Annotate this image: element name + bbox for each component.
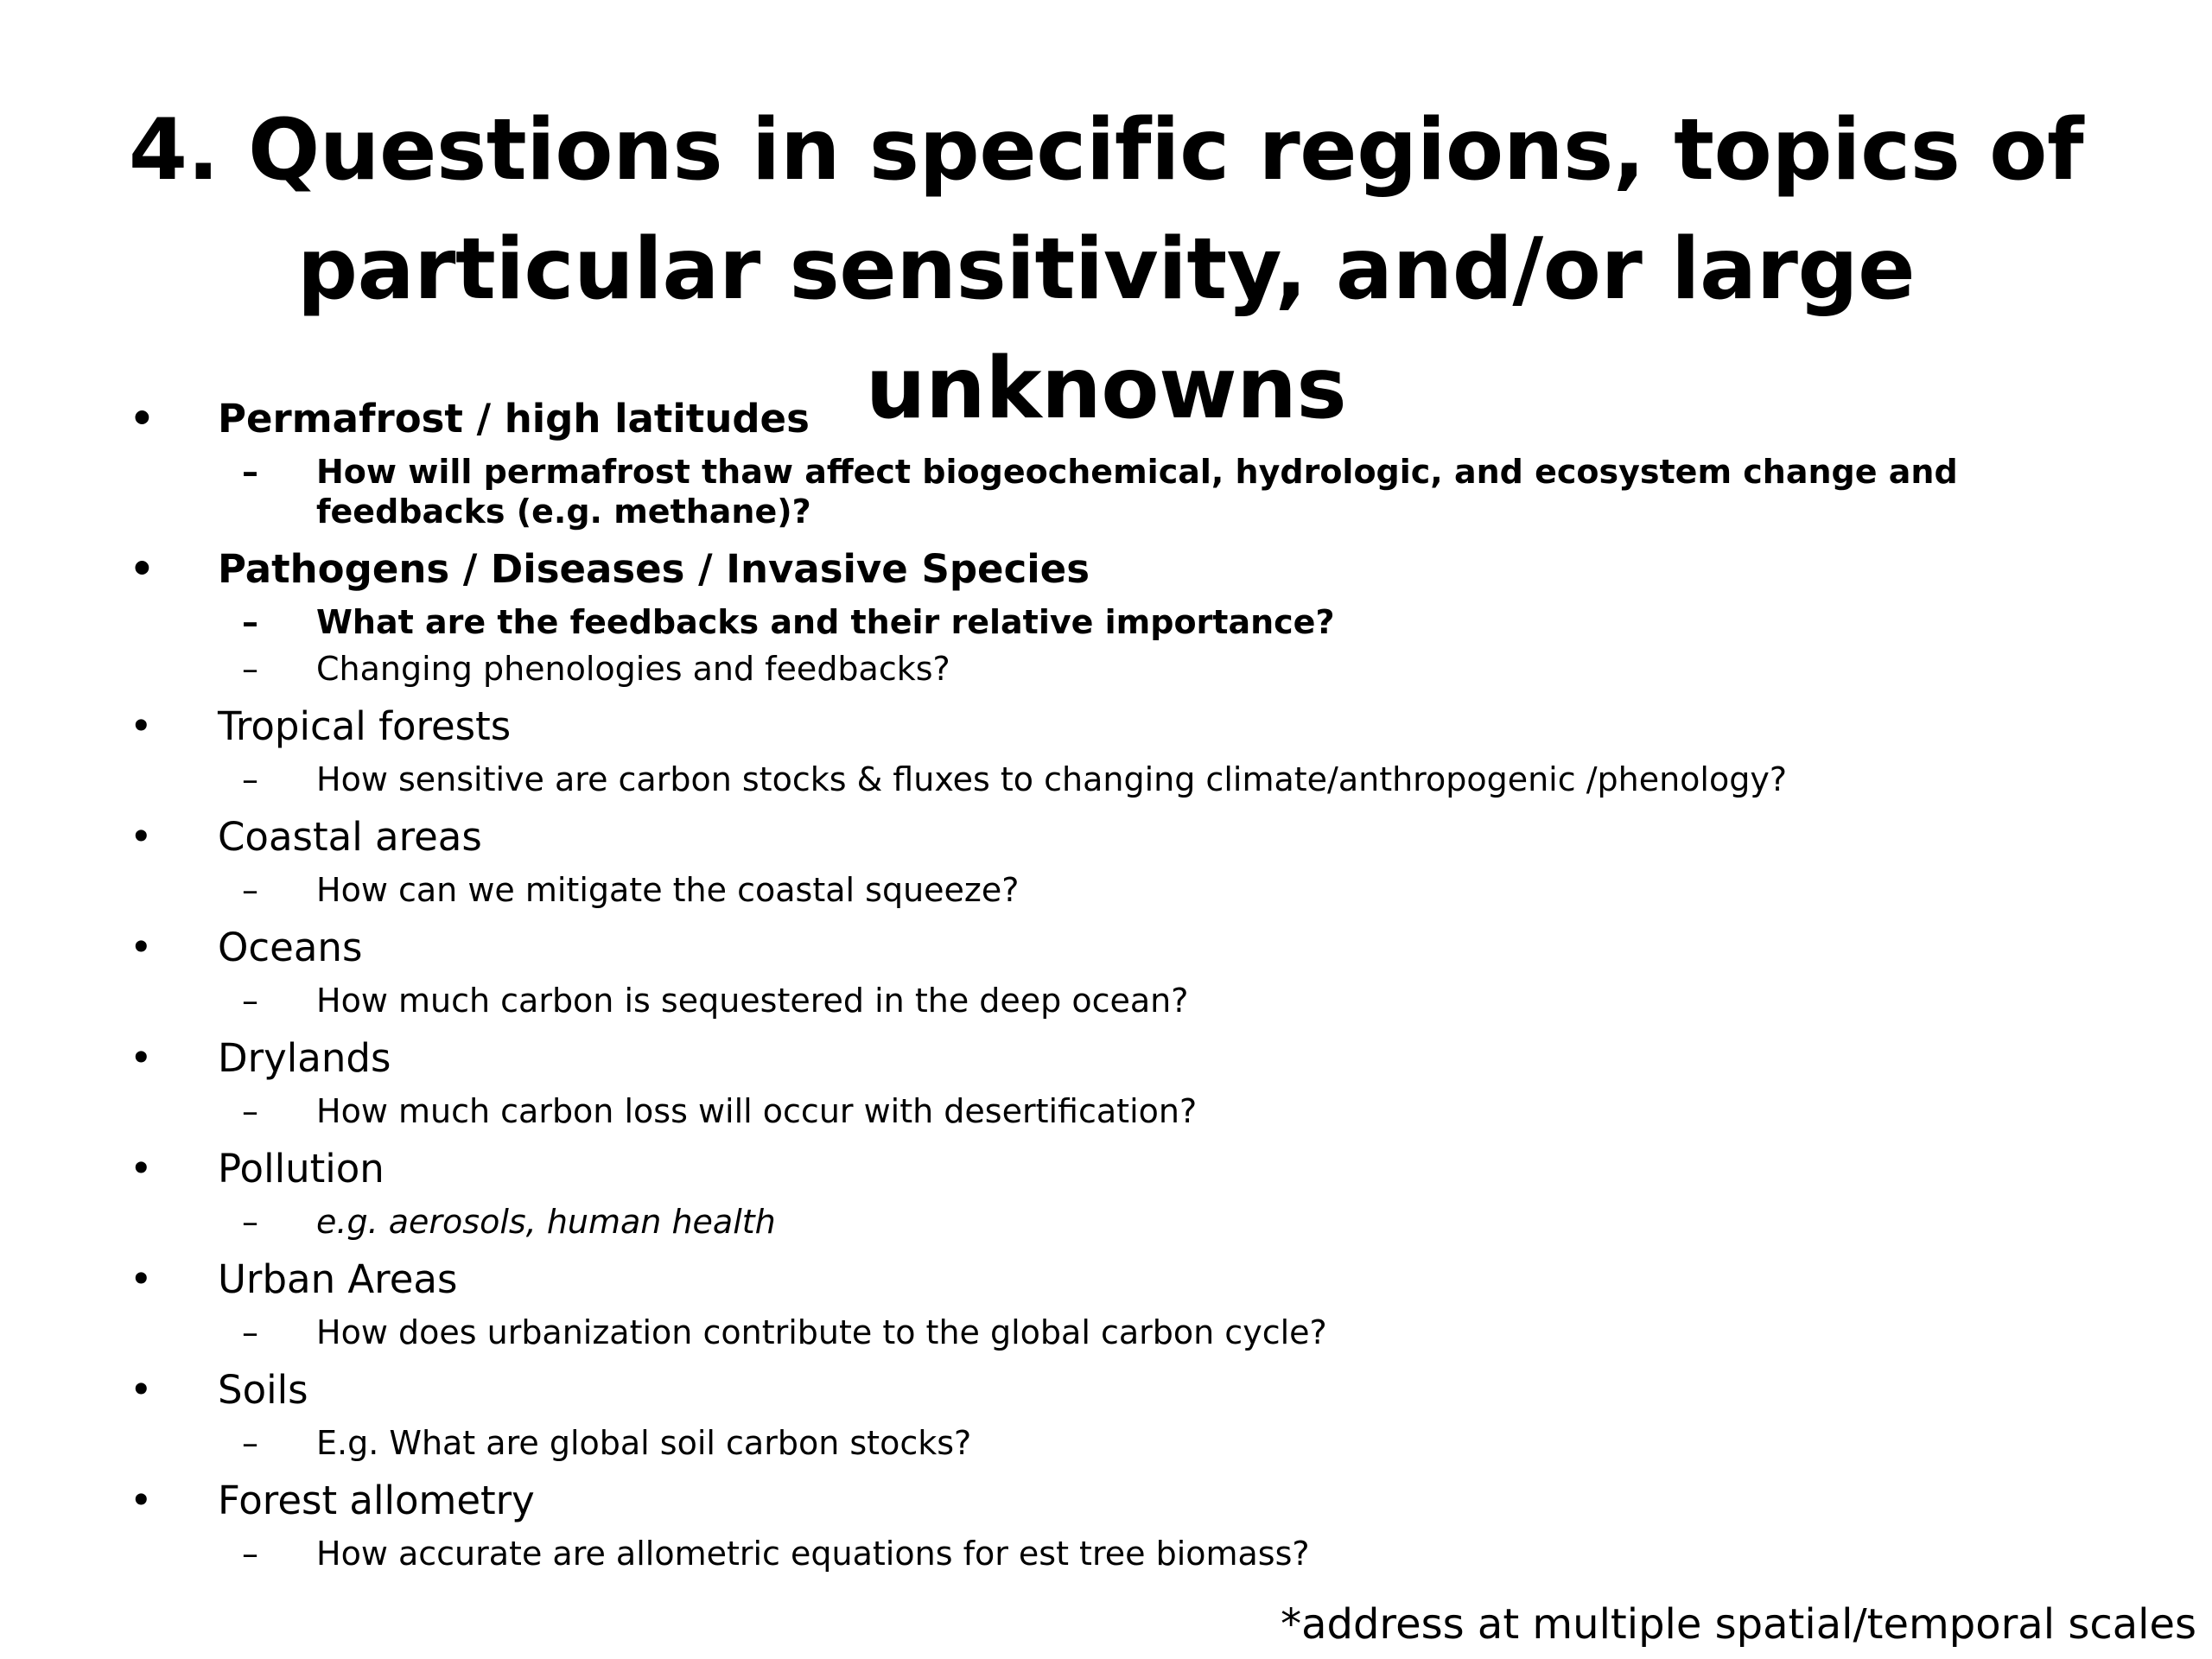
dash-icon: – xyxy=(242,1424,258,1462)
dash-icon: – xyxy=(242,760,258,798)
sub-item xyxy=(130,1423,2082,1463)
slide-title-line-1: 4. Questions in specific regions, topics of xyxy=(128,101,2084,200)
dash-icon: – xyxy=(242,1092,258,1130)
sub-item-text: e.g. aerosols, human health xyxy=(316,1203,776,1241)
sub-item-text: Changing phenologies and feedbacks? xyxy=(316,650,950,688)
bullet-icon: • xyxy=(130,925,153,970)
sub-item xyxy=(130,870,2082,910)
dash-icon: – xyxy=(242,453,258,491)
slide-title-line-2: particular sensitivity, and/or large unknowns xyxy=(296,220,1916,438)
bullet-item-pollution xyxy=(130,1143,2082,1195)
sub-item-text: How will permafrost thaw affect biogeochemical, hydrologic, and ecosystem change and feedbacks (e.g. methane)? xyxy=(316,453,1958,531)
bullet-icon: • xyxy=(130,1035,153,1081)
sub-item xyxy=(130,1313,2082,1352)
bullet-icon: • xyxy=(130,814,153,860)
bullet-label: Drylands xyxy=(218,1035,391,1081)
bullet-item-oceans xyxy=(130,922,2082,974)
dash-icon: – xyxy=(242,982,258,1020)
sub-item-text: How accurate are allometric equations for est tree biomass? xyxy=(316,1535,1310,1573)
bullet-label: Coastal areas xyxy=(218,814,482,860)
sub-item-text: How much carbon loss will occur with desertification? xyxy=(316,1092,1198,1130)
sub-item xyxy=(130,760,2082,799)
sub-item xyxy=(130,1202,2082,1242)
bullet-label: Pathogens / Diseases / Invasive Species xyxy=(218,546,1090,592)
sub-item xyxy=(130,452,2082,531)
bullet-item-coastal-areas xyxy=(130,811,2082,863)
bullet-icon: • xyxy=(130,1146,153,1192)
bullet-item-tropical-forests xyxy=(130,701,2082,753)
sub-item xyxy=(130,1534,2082,1573)
bullet-icon: • xyxy=(130,1367,153,1413)
sub-item-text: How much carbon is sequestered in the deep ocean? xyxy=(316,982,1189,1020)
bullet-item-forest-allometry xyxy=(130,1475,2082,1527)
dash-icon: – xyxy=(242,1535,258,1573)
bullet-label: Tropical forests xyxy=(218,703,512,749)
sub-item xyxy=(130,1091,2082,1131)
bullet-icon: • xyxy=(130,1478,153,1523)
bullet-item-urban-areas xyxy=(130,1254,2082,1306)
sub-item-text: How does urbanization contribute to the global carbon cycle? xyxy=(316,1313,1327,1351)
dash-icon: – xyxy=(242,1203,258,1241)
dash-icon: – xyxy=(242,871,258,909)
dash-icon: – xyxy=(242,603,258,641)
bullet-label: Permafrost / high latitudes xyxy=(218,396,810,442)
sub-item xyxy=(130,602,2082,642)
bullet-item-drylands xyxy=(130,1033,2082,1084)
bullet-label: Forest allometry xyxy=(218,1478,535,1523)
bullet-icon: • xyxy=(130,1256,153,1302)
dash-icon: – xyxy=(242,650,258,688)
bullet-item-pathogens xyxy=(130,543,2082,595)
sub-item-text: E.g. What are global soil carbon stocks? xyxy=(316,1424,972,1462)
bullet-label: Pollution xyxy=(218,1146,385,1192)
sub-item-text: What are the feedbacks and their relative importance? xyxy=(316,603,1335,641)
bullet-label: Soils xyxy=(218,1367,308,1413)
sub-item xyxy=(130,981,2082,1020)
bullet-item-soils xyxy=(130,1364,2082,1416)
bullet-label: Urban Areas xyxy=(218,1256,458,1302)
bullet-label: Oceans xyxy=(218,925,363,970)
footnote: *address at multiple spatial/temporal scales xyxy=(1281,1600,2196,1649)
dash-icon: – xyxy=(242,1313,258,1351)
bullet-list xyxy=(130,393,2082,1573)
sub-item-text: How sensitive are carbon stocks & fluxes to changing climate/anthropogenic /phenology? xyxy=(316,760,1788,798)
bullet-icon: • xyxy=(130,396,155,442)
bullet-item-permafrost xyxy=(130,393,2082,445)
sub-item-text: How can we mitigate the coastal squeeze? xyxy=(316,871,1020,909)
bullet-icon: • xyxy=(130,546,155,592)
sub-item xyxy=(130,649,2082,689)
bullet-icon: • xyxy=(130,703,153,749)
